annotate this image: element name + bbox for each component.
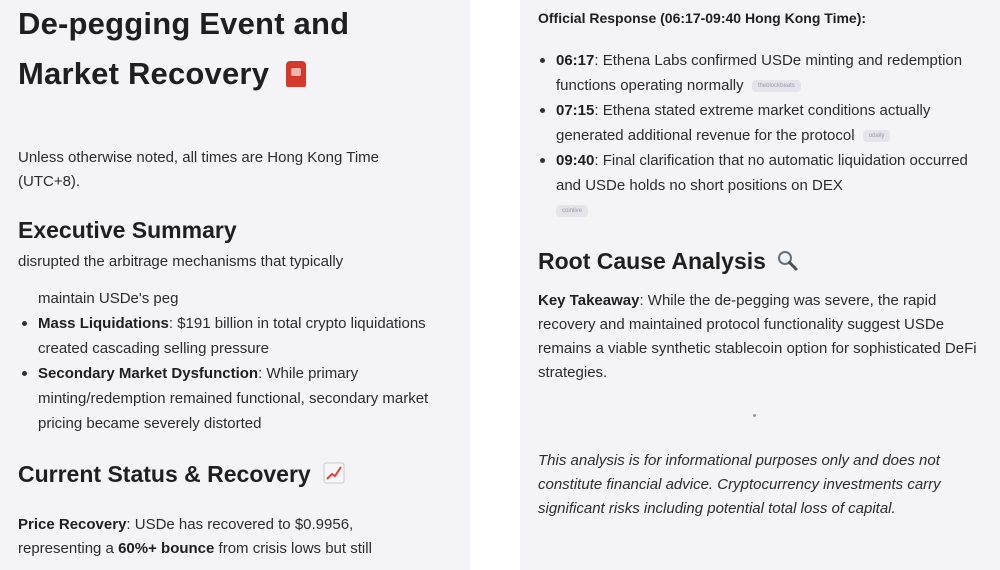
source-tag[interactable]: theblockbeats: [752, 80, 801, 92]
price-recovery-paragraph: [18, 513, 438, 561]
response-text: : Ethena Labs confirmed USDe minting and redemption functions operating normally: [556, 52, 963, 94]
page-title-text: Market Recovery: [18, 56, 270, 91]
list-item: [18, 311, 438, 361]
price-recovery-label: Price Recovery: [18, 516, 127, 533]
response-time: 07:15: [556, 102, 595, 119]
page-title-line2: [18, 56, 306, 92]
price-recovery-text-a: : USDe has recovered to $0.9956, representing a: [18, 516, 354, 557]
root-cause-heading-text: Root Cause Analysis: [538, 248, 766, 274]
official-response-heading: Official Response (06:17-09:40 Hong Kong Time):: [538, 10, 867, 26]
bullet-text: : While primary minting/redemption remained functional, secondary market pricing became severely distorted: [38, 365, 429, 432]
bullet-continuation: maintain USDe's peg: [38, 290, 179, 307]
source-tag[interactable]: odaily: [863, 130, 891, 142]
magnifying-glass-icon: [776, 249, 798, 271]
current-status-heading: [18, 461, 345, 488]
bullet-text: : $191 billion in total crypto liquidations created cascading selling pressure: [38, 315, 426, 357]
clipped-text: disrupted the arbitrage mechanisms that typically: [18, 253, 344, 270]
divider-dot: [753, 414, 756, 417]
page-title-line1: De-pegging Event and: [18, 6, 350, 41]
list-item: [536, 48, 976, 98]
disclaimer: This analysis is for informational purposes only and does not constitute financial advice. Cryptocurrency investments carry significant risks including potential total loss of capital.: [538, 452, 941, 517]
key-takeaway-text: : While the de-pegging was severe, the rapid recovery and maintained protocol functionality suggest USDe remains a viable synthetic stablecoin option for sophisticated DeFi strategies.: [538, 292, 977, 381]
timezone-note: Unless otherwise noted, all times are Hong Kong Time (UTC+8).: [18, 149, 380, 190]
list-item: [536, 98, 976, 148]
current-status-heading-text: Current Status & Recovery: [18, 461, 311, 487]
executive-summary-list: [18, 311, 438, 436]
response-time: 09:40: [556, 152, 595, 169]
bullet-bold: Secondary Market Dysfunction: [38, 365, 259, 382]
bullet-bold: Mass Liquidations: [38, 315, 169, 332]
clipped-text-line: [18, 253, 438, 275]
executive-summary-heading: Executive Summary: [18, 217, 237, 243]
list-item: [536, 148, 976, 223]
root-cause-heading: [538, 248, 798, 275]
official-response-list: [536, 48, 976, 223]
key-takeaway-label: Key Takeaway: [538, 292, 640, 309]
left-panel: [0, 0, 470, 570]
alarm-light-icon: [286, 61, 306, 87]
key-takeaway-paragraph: [538, 289, 978, 385]
source-tag[interactable]: coinlive: [556, 205, 588, 217]
price-recovery-bold: 60%+ bounce: [118, 540, 215, 557]
price-recovery-text-b: from crisis lows but still: [214, 540, 372, 557]
response-text: : Final clarification that no automatic liquidation occurred and USDe holds no short positions on DEX: [556, 152, 968, 194]
response-time: 06:17: [556, 52, 595, 69]
column-gap: [470, 0, 520, 570]
right-panel: [520, 0, 1000, 570]
list-item: [18, 361, 438, 436]
response-text: : Ethena stated extreme market conditions actually generated additional revenue for the protocol: [556, 102, 931, 144]
chart-increasing-icon: [323, 462, 345, 484]
